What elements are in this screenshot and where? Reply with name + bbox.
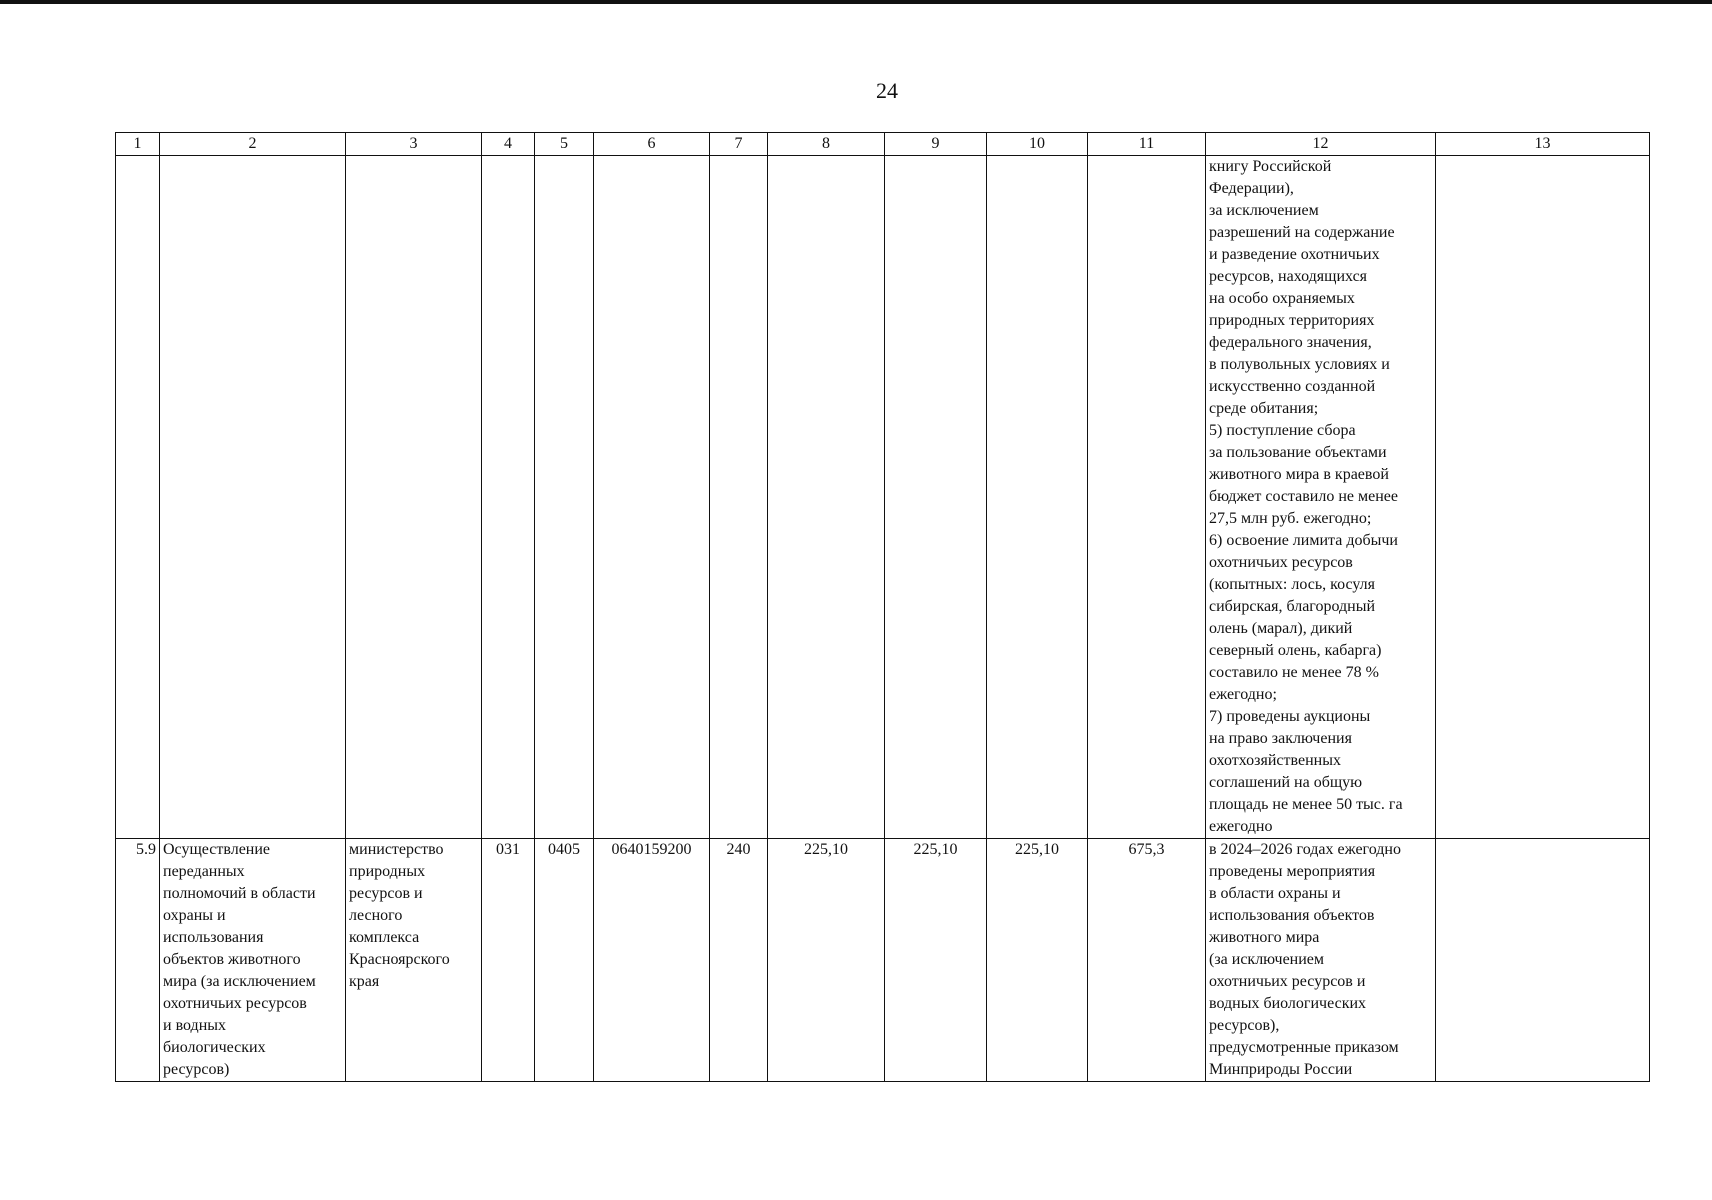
cell-empty (116, 156, 160, 839)
notes-cell (1436, 839, 1650, 1082)
section-code: 0405 (535, 839, 594, 1082)
header-col-3: 3 (346, 133, 482, 156)
cell-empty (594, 156, 710, 839)
scan-top-edge (0, 0, 1712, 4)
header-col-10: 10 (987, 133, 1088, 156)
expected-result: в 2024–2026 годах ежегодно проведены мероприятия в области охраны и использования объектов животного мира (за исключением охотничьих ресурсов и водных биологических ресурсов), предусмотренные приказом Минприроды России (1206, 839, 1436, 1082)
expense-type-code: 240 (710, 839, 768, 1082)
cell-empty (535, 156, 594, 839)
cell-empty (885, 156, 987, 839)
cell-empty (160, 156, 346, 839)
header-col-11: 11 (1088, 133, 1206, 156)
header-col-2: 2 (160, 133, 346, 156)
header-col-1: 1 (116, 133, 160, 156)
header-col-4: 4 (482, 133, 535, 156)
amount-year-1: 225,10 (768, 839, 885, 1082)
result-text-continued: книгу Российской Федерации), за исключением разрешений на содержание и разведение охотничьих ресурсов, находящихся на особо охраняемых природных территориях федерального значения, в полувольных условиях и искусственно созданной среде обитания; 5) поступление сбора за пользование объектами животного мира в краевой бюджет составило не менее 27,5 млн руб. ежегодно; 6) освоение лимита добычи охотничьих ресурсов (копытных: лось, косуля сибирская, благородный олень (марал), дикий северный олень, кабарга) составило не менее 78 % ежегодно; 7) проведены аукционы на право заключения охотхозяйственных соглашений на общую площадь не менее 50 тыс. га ежегодно (1206, 156, 1436, 839)
table-row-continued (116, 156, 1650, 839)
header-col-13: 13 (1436, 133, 1650, 156)
target-item-code: 0640159200 (594, 839, 710, 1082)
header-col-7: 7 (710, 133, 768, 156)
page-number: 24 (876, 78, 898, 103)
cell-empty (768, 156, 885, 839)
cell-empty (987, 156, 1088, 839)
table-row-5-9 (116, 839, 1650, 1082)
activity-name: Осуществление переданных полномочий в области охраны и использования объектов животного мира (за исключением охотничьих ресурсов и водных биологических ресурсов) (160, 839, 346, 1082)
cell-empty (710, 156, 768, 839)
header-row (116, 133, 1650, 156)
row-number: 5.9 (116, 839, 160, 1082)
amount-year-2: 225,10 (885, 839, 987, 1082)
header-col-6: 6 (594, 133, 710, 156)
header-col-5: 5 (535, 133, 594, 156)
cell-empty (482, 156, 535, 839)
cell-empty (346, 156, 482, 839)
amount-total: 675,3 (1088, 839, 1206, 1082)
header-col-12: 12 (1206, 133, 1436, 156)
budget-table (115, 132, 1650, 1082)
cell-empty (1088, 156, 1206, 839)
cell-empty (1436, 156, 1650, 839)
header-col-8: 8 (768, 133, 885, 156)
ministry-code: 031 (482, 839, 535, 1082)
header-col-9: 9 (885, 133, 987, 156)
responsible-executor: министерство природных ресурсов и лесного комплекса Красноярского края (346, 839, 482, 1082)
amount-year-3: 225,10 (987, 839, 1088, 1082)
